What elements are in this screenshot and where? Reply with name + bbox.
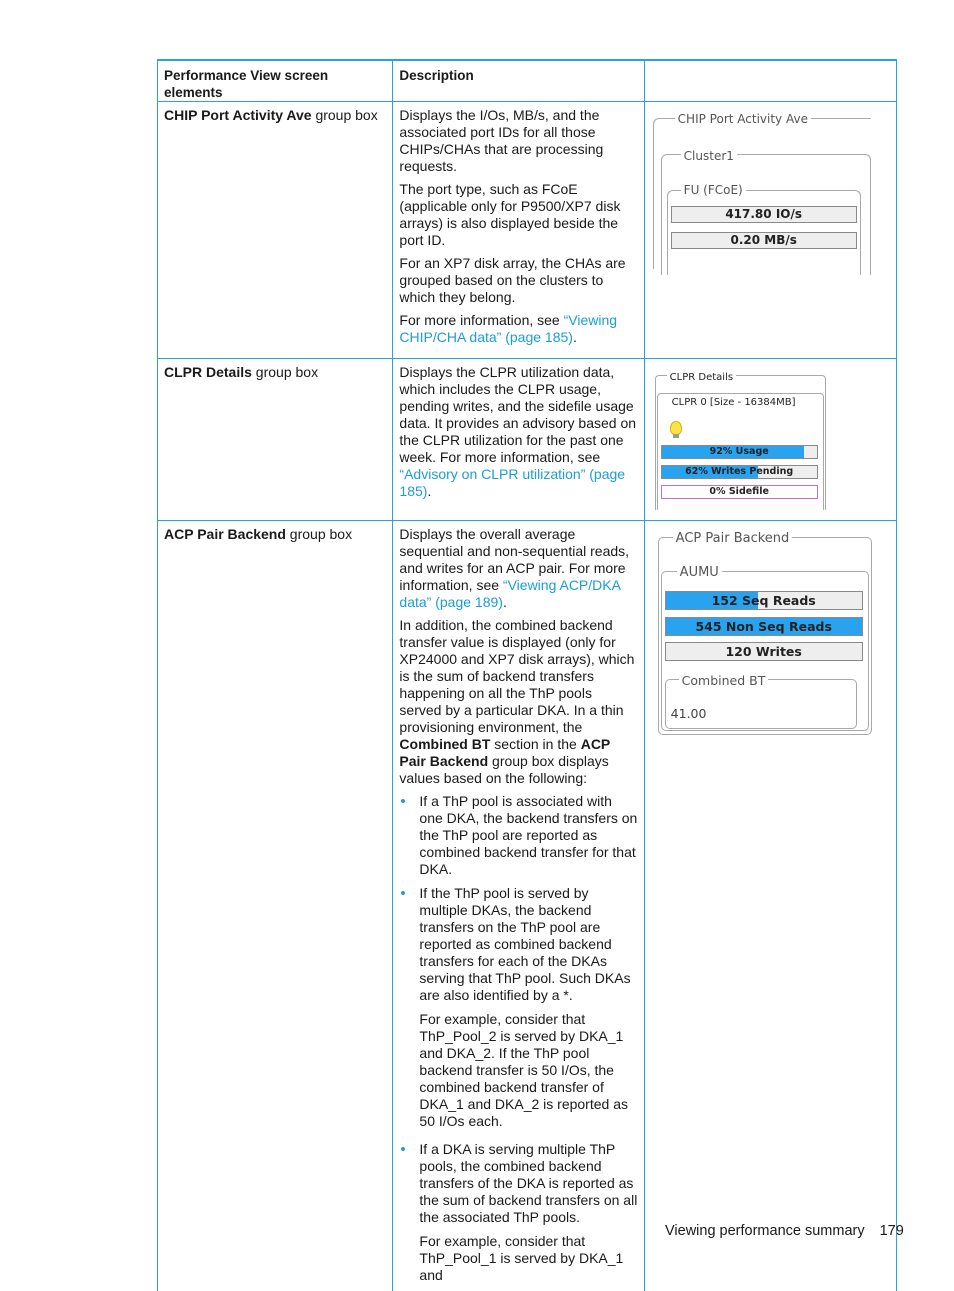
io-rate-bar: 417.80 IO/s (671, 206, 857, 223)
acp-bar: 152 Seq Reads (665, 591, 863, 610)
list-item: • If the ThP pool is served by multiple DKAs, the backend transfers on the ThP pool are reported as combined backend transfers for each of the DKAs serving that ThP pool. Such DKAs are also identified by a *. For example, consider that ThP_Pool_2 is served by DKA_1 and DKA_2. If the ThP pool backend transfer is 50 I/Os, the combined backend transfer of DKA_1 and DKA_2 is reported as 50 I/Os each. (419, 885, 637, 1130)
screenshot-cell (644, 102, 896, 359)
element-cell: CLPR Details group box (158, 359, 393, 521)
footer-section-title: Viewing performance summary (665, 1223, 865, 1239)
element-cell: CHIP Port Activity Ave group box (158, 102, 393, 359)
clpr-details-screenshot (651, 359, 877, 509)
port-label: FU (FCoE) (681, 182, 746, 199)
cluster-label: Cluster1 (681, 148, 737, 165)
cross-reference-link[interactable]: “Viewing CHIP/CHA data” (page 185) (399, 312, 617, 345)
bullet-list (399, 793, 637, 1284)
acp-bar: 545 Non Seq Reads (665, 617, 863, 636)
header-elements: Performance View screen elements (158, 60, 393, 102)
chip-port-activity-screenshot (651, 102, 877, 262)
description-cell (393, 359, 644, 521)
list-item: • If a DKA is serving multiple ThP pools, the combined backend transfers of the DKA is reported as the sum of backend transfers on all the associated ThP pools. For example, consider that ThP_Pool_1 is served by DKA_1 and (419, 1141, 637, 1284)
acp-bar: 120 Writes (665, 642, 863, 661)
mb-rate-bar: 0.20 MB/s (671, 232, 857, 249)
paragraph: Displays the I/Os, MB/s, and the associated port IDs for all those CHIPs/CHAs that are processing requests. (399, 107, 637, 175)
clpr-groupbox-title: CLPR Details (667, 369, 736, 386)
table-row (158, 521, 897, 1291)
page-number: 179 (880, 1223, 904, 1239)
example-paragraph: For example, consider that ThP_Pool_2 is served by DKA_1 and DKA_2. If the ThP pool backend transfer is 50 I/Os, the combined backend transfer of DKA_1 and DKA_2 is reported as 50 I/Os each. (419, 1011, 637, 1130)
paragraph: For an XP7 disk array, the CHAs are grouped based on the clusters to which they belong. (399, 255, 637, 306)
element-name: CHIP Port Activity Ave (164, 107, 312, 123)
paragraph: Displays the CLPR utilization data, which includes the CLPR usage, pending writes, and the sidefile usage data. It provides an advisory based on the CLPR utilization for the past one week. For more information, see “Advisory on CLPR utilization” (page 185). (399, 364, 637, 500)
paragraph: The port type, such as FCoE (applicable only for P9500/XP7 disk arrays) is also displayed beside the port ID. (399, 181, 637, 249)
clpr-bar: 62% Writes Pending (661, 465, 818, 479)
advisory-bulb-icon (670, 421, 682, 435)
description-cell (393, 102, 644, 359)
elements-table (157, 59, 897, 1291)
example-paragraph: For example, consider that ThP_Pool_1 is served by DKA_1 and (419, 1233, 637, 1284)
acp-pair-backend-screenshot (651, 521, 877, 741)
page-footer (665, 1223, 904, 1239)
screenshot-cell (644, 359, 896, 521)
element-cell: ACP Pair Backend group box (158, 521, 393, 1291)
paragraph: Displays the overall average sequential and non-sequential reads, and writes for an ACP pair. For more information, see “Viewing ACP/DKA data” (page 189). (399, 526, 637, 611)
combined-bt-value: 41.00 (671, 705, 707, 722)
element-name: ACP Pair Backend (164, 526, 286, 542)
paragraph: For more information, see “Viewing CHIP/CHA data” (page 185). (399, 312, 637, 346)
description-cell (393, 521, 644, 1291)
cross-reference-link[interactable]: “Advisory on CLPR utilization” (page 185) (399, 466, 625, 499)
screenshot-cell (644, 521, 896, 1291)
acp-group-label: AUMU (677, 564, 722, 581)
clpr-bar: 0% Sidefile (661, 485, 818, 499)
element-name: CLPR Details (164, 364, 252, 380)
table-header-row (158, 60, 897, 102)
table-row (158, 102, 897, 359)
paragraph: In addition, the combined backend transfer value is displayed (only for XP24000 and XP7 disk arrays), which is the sum of backend transfers happening on all the ThP pools served by a particular DKA. In a thin provisioning environment, the Combined BT section in the ACP Pair Backend group box displays values based on the following: (399, 617, 637, 787)
clpr-size-label: CLPR 0 [Size - 16384MB] (669, 394, 799, 411)
acp-groupbox-title: ACP Pair Backend (673, 530, 793, 547)
header-description: Description (393, 60, 644, 102)
clpr-bar: 92% Usage (661, 445, 818, 459)
combined-bt-label: Combined BT (679, 672, 769, 689)
advisory-bulb-base (673, 434, 679, 438)
header-screenshot (644, 60, 896, 102)
list-item: • If a ThP pool is associated with one DKA, the backend transfers on the ThP pool are reported as combined backend transfer for that DKA. (419, 793, 637, 878)
table-row (158, 359, 897, 521)
chip-groupbox-title: CHIP Port Activity Ave (675, 111, 811, 128)
cross-reference-link[interactable]: “Viewing ACP/DKA data” (page 189) (399, 577, 620, 610)
